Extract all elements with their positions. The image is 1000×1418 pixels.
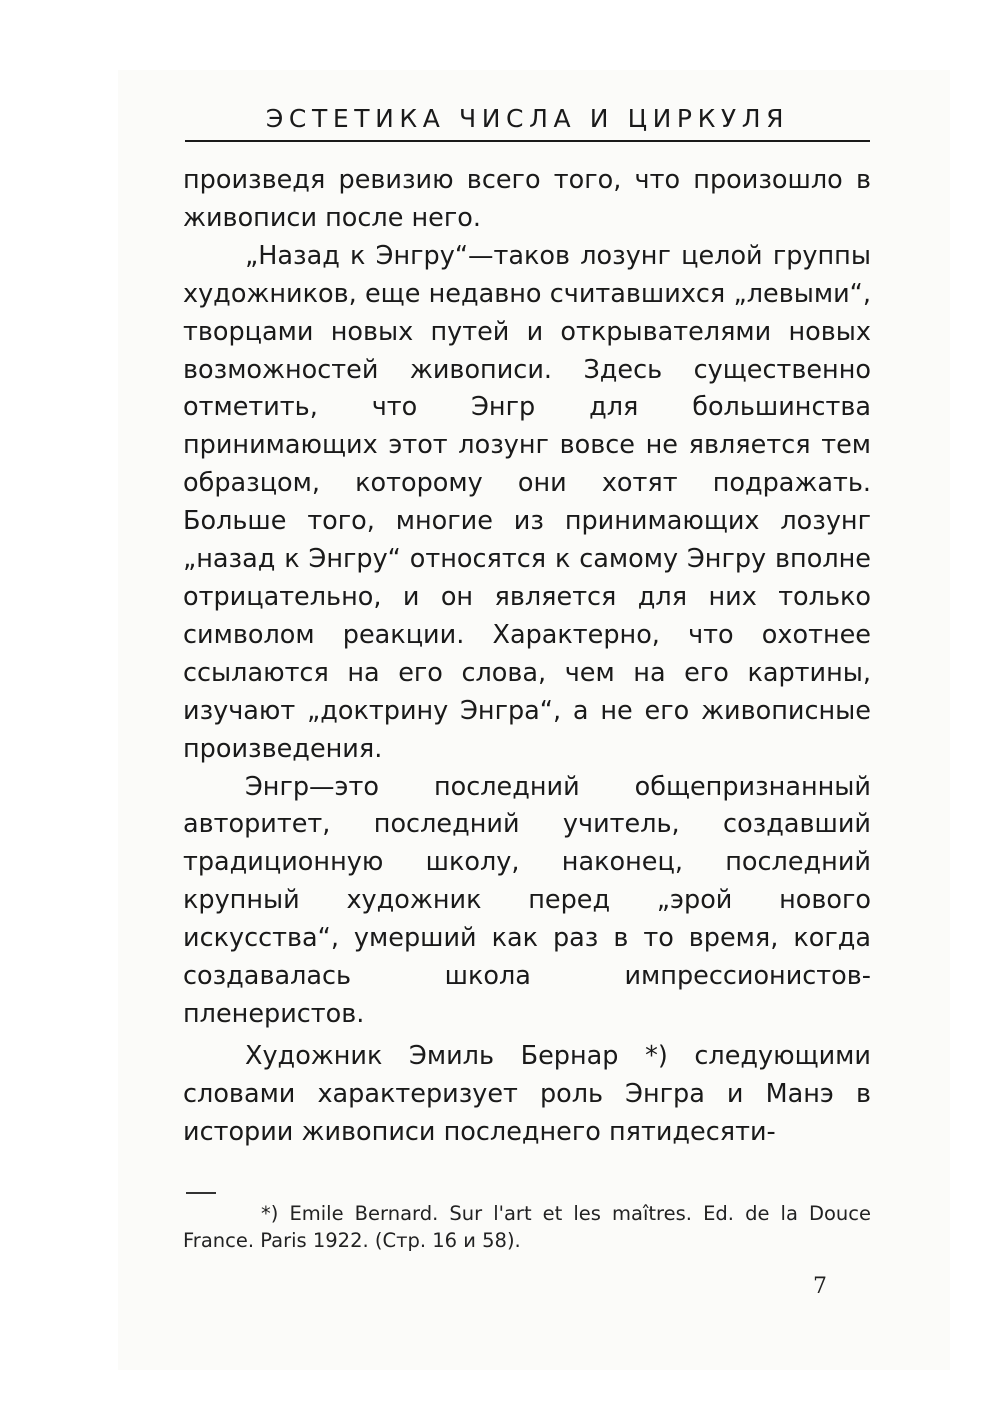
footnote-rule — [186, 1192, 216, 1194]
paragraph: „Назад к Энгру“—таков лозунг целой группы художников, еще недавно считавшихся „левыми“, творцами новых путей и открывателями новых возможностей живописи. Здесь существенно отметить, что Энгр для большинства принимающих этот лозунг вовсе не является тем образцом, которому они хотят подражать. Больше того, многие из принимающих лозунг „назад к Энгру“ относятся к самому Энгру вполне отрицательно, и он является для них только символом реакции. Характерно, что охотнее ссылаются на его слова, чем на его картины, изучают „доктрину Энгра“, а не его живописные произведения. — [183, 240, 871, 764]
paragraph: Энгр—это последний общепризнанный авторитет, последний учитель, создавший традиционную школу, наконец, последний крупный художник перед „эрой нового искусства“, умерший как раз в то время, когда создавалась школа импрессионистов-пленеристов. — [183, 771, 871, 1029]
paragraph: Художник Эмиль Бернар *) следующими словами характеризует роль Энгра и Манэ в истории живописи последнего пятидесяти- — [183, 1040, 871, 1147]
header-rule — [185, 140, 870, 142]
paragraph: произведя ревизию всего того, что произошло в живописи после него. — [183, 165, 871, 233]
running-head: ЭСТЕТИКА ЧИСЛА И ЦИРКУЛЯ — [265, 104, 790, 133]
body-text — [183, 162, 871, 1152]
page-number: 7 — [813, 1274, 827, 1299]
footnote: *) Emile Bernard. Sur l'art et les maîtres. Ed. de la Douce France. Paris 1922. (Стр. 16 и 58). — [183, 1202, 871, 1252]
